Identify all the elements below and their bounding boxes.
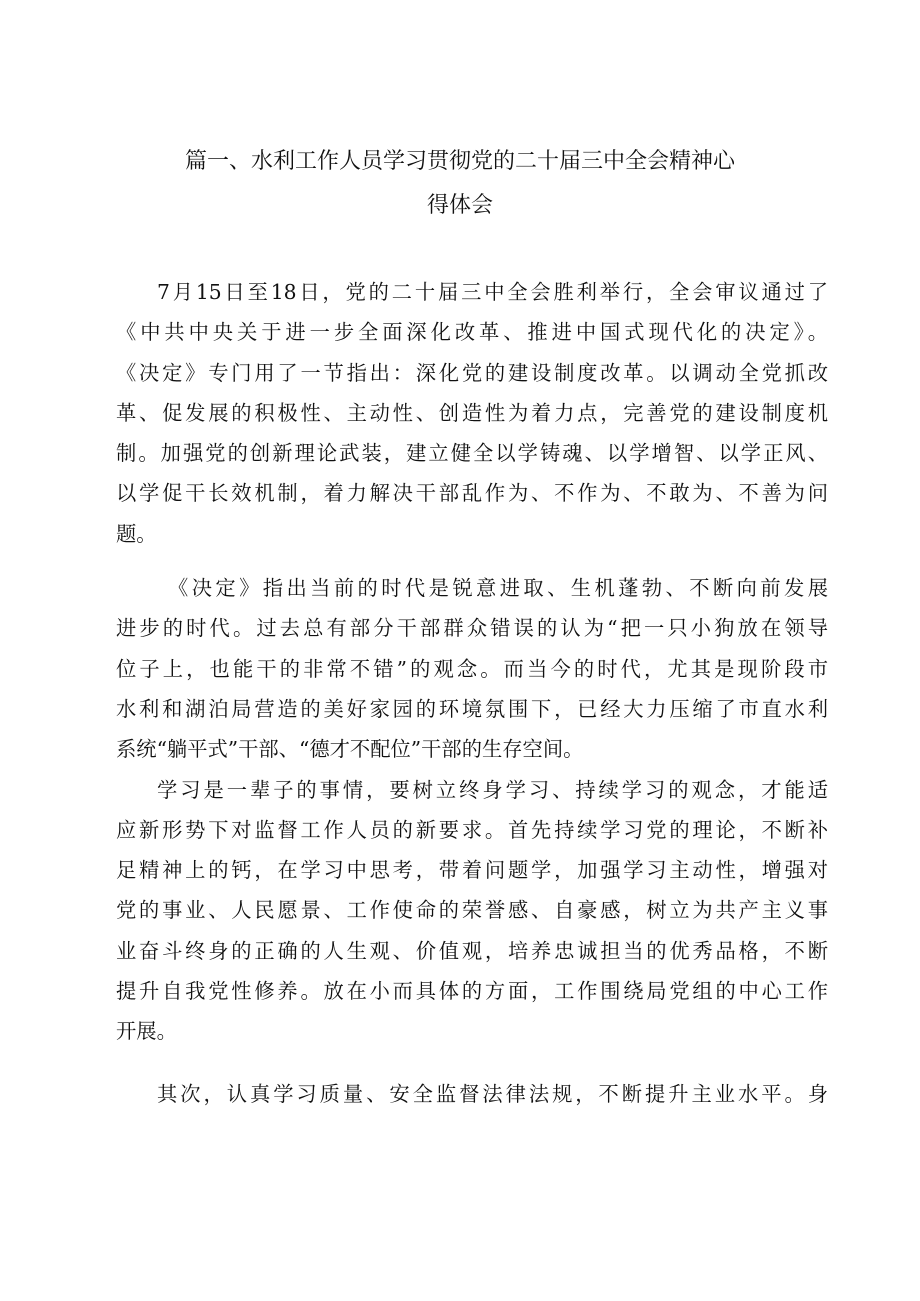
title-line-1: 篇一、水利工作人员学习贯彻党的二十届三中全会精神心	[184, 149, 735, 174]
paragraph-line: 水利和湖泊局营造的美好家园的环境氛围下，已经大力压缩了市直水利	[116, 696, 828, 721]
paragraph-line: 7月15日至18日，党的二十届三中全会胜利举行，全会审议通过了	[157, 280, 828, 304]
paragraph-line: 提升自我党性修养。放在小而具体的方面，工作围绕局党组的中心工作	[116, 979, 828, 1004]
paragraph-4	[116, 1074, 828, 1114]
paragraph-line: 足精神上的钙，在学习中思考，带着问题学，加强学习主动性，增强对	[116, 858, 828, 883]
paragraph-line: 进步的时代。过去总有部分干部群众错误的认为“把一只小狗放在领导	[116, 616, 828, 641]
paragraph-line: 以学促干长效机制，着力解决干部乱作为、不作为、不敢为、不善为问	[116, 481, 828, 506]
paragraph-line: 《决定》指出当前的时代是锐意进取、生机蓬勃、不断向前发展	[168, 576, 828, 601]
title-line-2: 得体会	[426, 193, 493, 218]
paragraph-line: 应新形势下对监督工作人员的新要求。首先持续学习党的理论，不断补	[116, 817, 828, 842]
document-title	[90, 140, 830, 228]
paragraph-line: 开展。	[116, 1019, 177, 1044]
paragraph-spacer	[116, 1052, 828, 1074]
paragraph-line: 系统“躺平式”干部、“德才不配位”干部的生存空间。	[116, 737, 584, 762]
paragraph-2	[116, 568, 828, 769]
paragraph-3	[116, 770, 828, 1052]
paragraph-spacer	[116, 554, 828, 568]
paragraph-line: 制。加强党的创新理论武装，建立健全以学铸魂、以学增智、以学正风、	[116, 441, 828, 466]
paragraph-line: 党的事业、人民愿景、工作使命的荣誉感、自豪感，树立为共产主义事	[116, 898, 828, 923]
paragraph-line: 业奋斗终身的正确的人生观、价值观，培养忠诚担当的优秀品格，不断	[116, 938, 828, 963]
paragraph-1	[116, 272, 828, 554]
paragraph-line: 革、促发展的积极性、主动性、创造性为着力点，完善党的建设制度机	[116, 400, 828, 425]
paragraph-line: 《决定》专门用了一节指出：深化党的建设制度改革。以调动全党抓改	[116, 360, 828, 385]
paragraph-line: 位子上，也能干的非常不错”的观念。而当今的时代，尤其是现阶段市	[116, 656, 828, 681]
paragraph-line: 《中共中央关于进一步全面深化改革、推进中国式现代化的决定》。	[116, 320, 828, 345]
paragraph-line: 题。	[116, 521, 157, 546]
paragraph-line: 学习是一辈子的事情，要树立终身学习、持续学习的观念，才能适	[157, 777, 828, 802]
document-body	[116, 272, 828, 1114]
paragraph-line: 其次，认真学习质量、安全监督法律法规，不断提升主业水平。身	[157, 1081, 828, 1106]
